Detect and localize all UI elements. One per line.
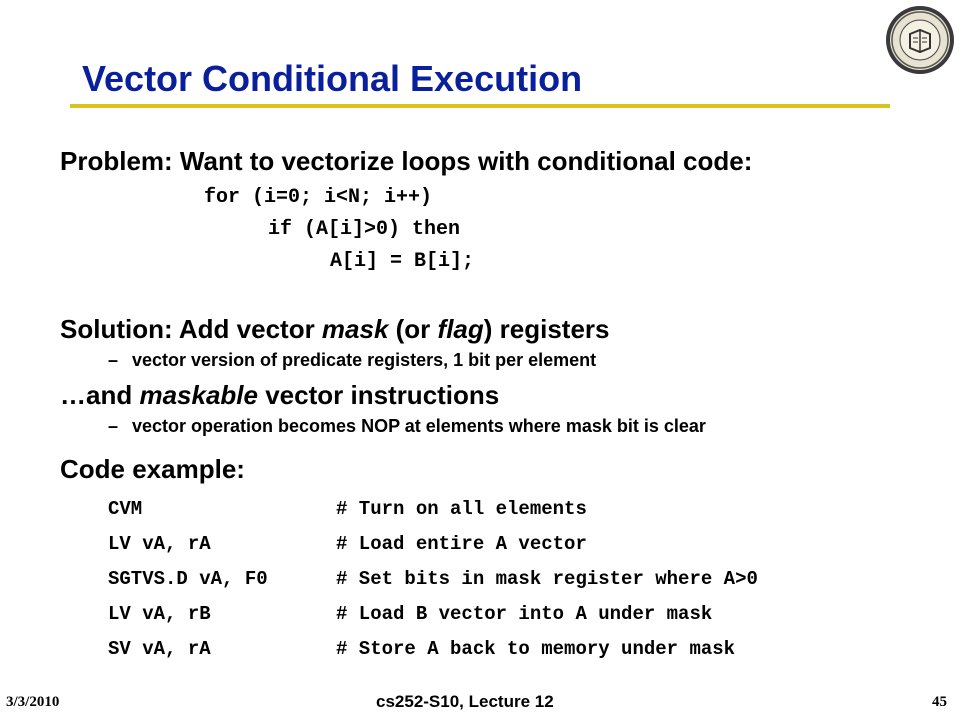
code-comment: # Load entire A vector (336, 533, 587, 555)
solution-statement (60, 314, 610, 345)
bullet-dash: – (108, 416, 119, 436)
code-row (108, 498, 587, 522)
bullet-dash: – (108, 350, 119, 370)
title-underline (70, 104, 890, 108)
code-instruction: SV vA, rA (108, 638, 211, 660)
page-number: 45 (932, 694, 947, 710)
slide-title: Vector Conditional Execution (82, 58, 583, 99)
maskable-prefix: …and (60, 380, 140, 410)
code-instruction: LV vA, rB (108, 603, 211, 625)
maskable-statement (60, 380, 499, 411)
maskable-sub-text: vector operation becomes NOP at elements where mask bit is clear (132, 416, 706, 436)
code-line-loop: for (i=0; i<N; i++) (204, 186, 433, 209)
code-comment: # Turn on all elements (336, 498, 587, 520)
university-seal-icon (884, 4, 956, 76)
solution-mid: (or (388, 314, 438, 344)
maskable-suffix: vector instructions (257, 380, 500, 410)
maskable-term: maskable (139, 380, 258, 410)
footer-course: cs252-S10, Lecture 12 (376, 692, 554, 711)
code-comment: # Store A back to memory under mask (336, 638, 736, 660)
code-line-assign: A[i] = B[i]; (330, 250, 475, 273)
code-comment: # Load B vector into A under mask (336, 603, 713, 625)
solution-sub-text: vector version of predicate registers, 1 bit per element (132, 350, 597, 370)
code-example-heading: Code example: (60, 454, 245, 484)
solution-prefix: Solution: Add vector (60, 314, 322, 344)
code-row (108, 603, 713, 627)
code-instruction: LV vA, rA (108, 533, 211, 555)
code-line-if: if (A[i]>0) then (268, 218, 461, 241)
code-comment: # Set bits in mask register where A>0 (336, 568, 758, 590)
code-instruction: SGTVS.D vA, F0 (108, 568, 268, 590)
code-row (108, 533, 587, 557)
solution-suffix: ) registers (483, 314, 610, 344)
code-row (108, 568, 758, 592)
problem-statement: Problem: Want to vectorize loops with conditional code: (60, 146, 753, 176)
maskable-subpoint (108, 416, 706, 437)
flag-term: flag (437, 314, 484, 344)
solution-subpoint (108, 350, 596, 371)
code-row (108, 638, 736, 662)
code-instruction: CVM (108, 498, 143, 520)
footer-date: 3/3/2010 (6, 694, 60, 710)
mask-term: mask (321, 314, 389, 344)
